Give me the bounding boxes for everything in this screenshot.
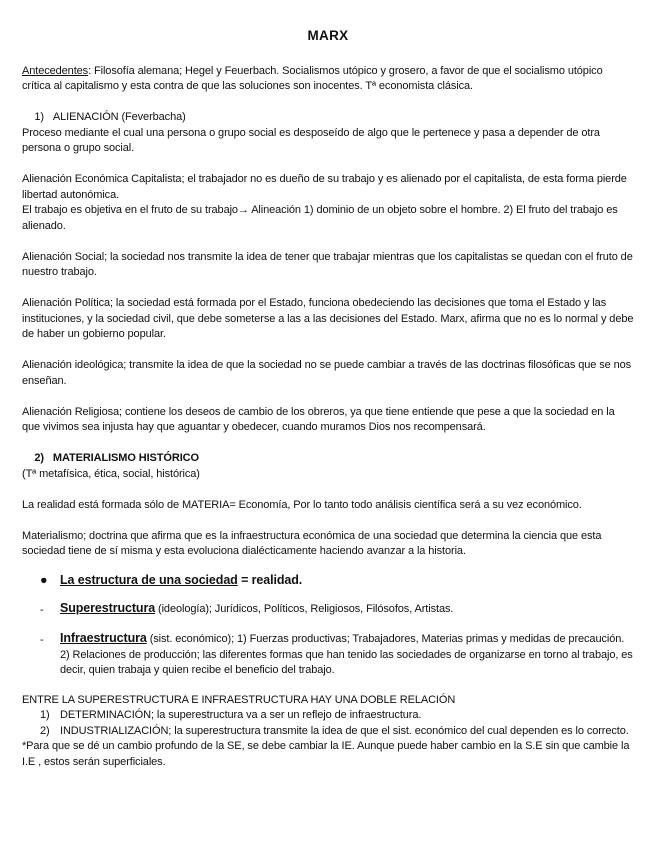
relacion-item-2 <box>22 724 634 740</box>
section-2-subtitle: (Tª metafísica, ética, social, histórica) <box>22 467 200 480</box>
alienacion-definition: Proceso mediante el cual una persona o grupo social es desposeído de algo que le pertenece y pasa a depender de otra persona o grupo social. <box>22 126 600 154</box>
document-title: MARX <box>307 28 349 43</box>
dash-icon: - <box>40 603 44 616</box>
nota-paragraph: *Para que se dé un cambio profundo de la SE, se debe cambiar la IE. Aunque puede haber cambio en la S.E sin que cambie la I.E , estos serán superficiales. <box>22 740 630 768</box>
section-1-number: 1) <box>34 111 44 123</box>
estructura-rest: = realidad. <box>237 572 303 587</box>
realidad-paragraph: La realidad está formada sólo de MATERIA= Economía, Por lo tanto todo análisis científica será a su vez económico. <box>22 498 582 511</box>
alienacion-politica: Alienación Política; la sociedad está formada por el Estado, funciona obedeciendo las decisiones que toma el Estado y las instituciones, y la sociedad civil, que debe someterse a las a las decisiones del Estado. Marx, afirma que no es lo normal y debe de haber un gobierno popular. <box>22 297 634 340</box>
alienacion-economica-trabajo: El trabajo es objetiva en el fruto de su trabajo→ Alineación 1) dominio de un objeto sobre el hombre. 2) El fruto del trabajo es alienado. <box>22 204 618 232</box>
bullet-icon: ● <box>40 572 48 587</box>
document-page <box>22 28 634 770</box>
section-2-number: 2) <box>34 452 44 464</box>
alienacion-social: Alienación Social; la sociedad nos transmite la idea de tener que trabajar mientras que los capitalistas se quedan con el fruto de nuestro trabajo. <box>22 250 633 278</box>
alienacion-ideologica: Alienación ideológica; transmite la idea de que la sociedad no se puede cambiar a través de las doctrinas filosóficas que se nos enseñan. <box>22 359 632 387</box>
list-number: 1) <box>40 709 50 721</box>
section-2-heading <box>22 451 634 467</box>
relacion-item-1-text: DETERMINACIÓN; la superestructura va a ser un reflejo de infraestructura. <box>60 709 422 721</box>
alienacion-economica: Alienación Económica Capitalista; el trabajador no es dueño de su trabajo y es alienado por el capitalista, de esta forma pierde libertad autonómica. <box>22 173 627 201</box>
list-number: 2) <box>40 724 50 737</box>
antecedentes-paragraph <box>22 64 634 95</box>
section-2-title: MATERIALISMO HISTÓRICO <box>52 452 199 464</box>
infraestructura-label: Infraestructura <box>60 631 147 645</box>
antecedentes-label: Antecedentes <box>22 64 89 77</box>
materialismo-paragraph: Materialismo; doctrina que afirma que es la infraestructura económica de una sociedad que determina la ciencia que esta sociedad tiene de sí misma y esta evoluciona dialécticamente haciendo avanzar a la historia. <box>22 529 602 557</box>
dash-icon: - <box>40 634 44 646</box>
relacion-heading: ENTRE LA SUPERESTRUCTURA E INFRAESTRUCTURA HAY UNA DOBLE RELACIÓN <box>22 693 456 706</box>
estructura-bullet <box>22 572 634 589</box>
infraestructura-item <box>22 631 634 679</box>
infraestructura-text: (sist. económico); 1) Fuerzas productivas; Trabajadores, Materias primas y medidas de precaución. 2) Relaciones de producción; las diferentes formas que han tenido las sociedades de organizarse en torno al trabajo, es decir, quien trabaja y quien recibe el beneficio del trabajo. <box>60 633 633 676</box>
relacion-item-1 <box>22 708 634 724</box>
superestructura-text: (ideología); Jurídicos, Políticos, Religiosos, Filósofos, Artistas. <box>155 602 454 615</box>
relacion-item-2-text: INDUSTRIALIZACIÓN; la superestructura transmite la idea de que el sist. económico del cual dependen es lo correcto. <box>60 724 629 737</box>
section-1-heading <box>22 110 634 126</box>
superestructura-item <box>22 601 634 618</box>
superestructura-label: Superestructura <box>60 600 156 615</box>
estructura-label: La estructura de una sociedad <box>60 572 238 587</box>
antecedentes-text: : Filosofía alemana; Hegel y Feuerbach. Socialismos utópico y grosero, a favor de que el socialismo utópico crítica al capitalismo y esta contra de que las soluciones son inocentes. Tª economista clásica. <box>22 64 603 92</box>
alienacion-religiosa: Alienación Religiosa; contiene los deseos de cambio de los obreros, ya que tiene entiende que pese a que la sociedad en la que vivimos sea injusta hay que aguantar y obedecer, cuando muramos Dios nos recompensará. <box>22 405 615 433</box>
section-1-title: ALIENACIÓN (Feverbacha) <box>52 111 186 123</box>
